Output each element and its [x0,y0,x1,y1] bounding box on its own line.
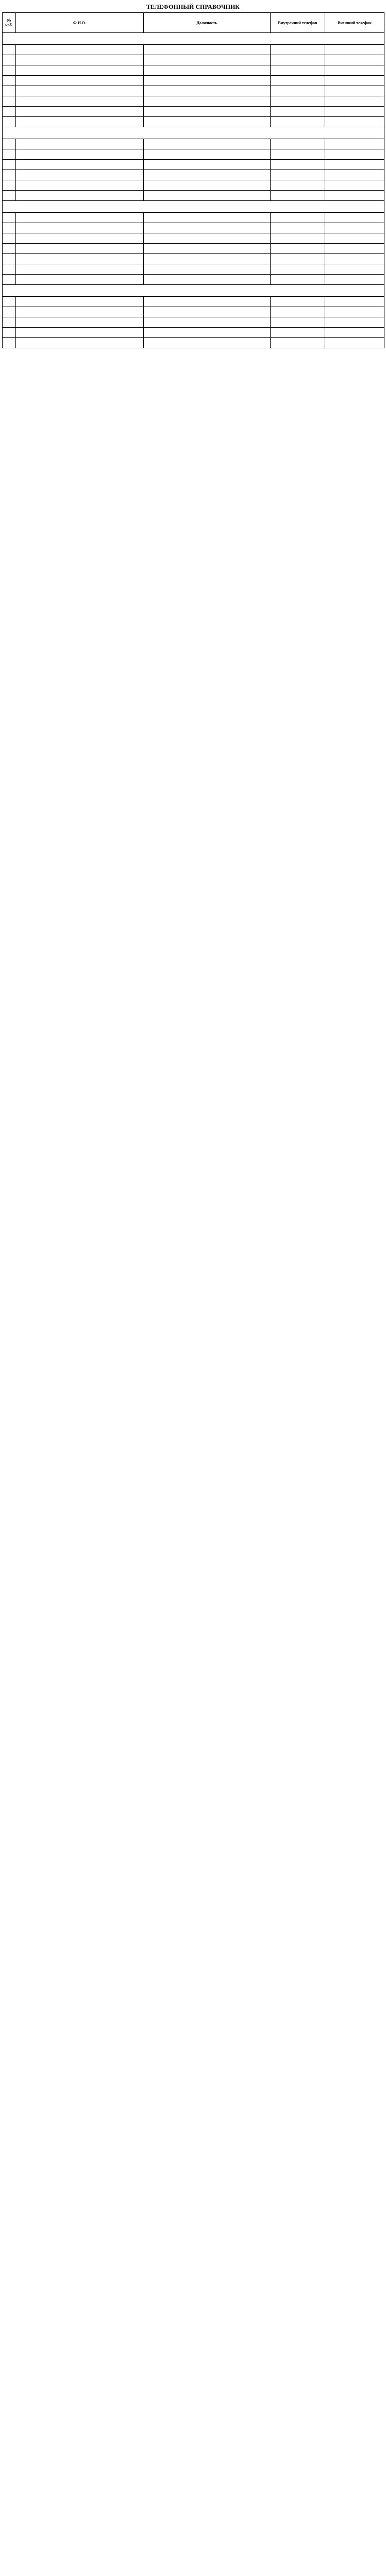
cell-int [271,139,325,149]
cell-int [271,213,325,223]
cell-name [16,139,144,149]
cell-pos [144,170,271,180]
table-row [3,254,384,264]
cell-num [3,213,16,223]
cell-num [3,86,16,96]
cell-num [3,160,16,170]
column-header-name: Ф.И.О. [16,13,144,33]
cell-ext [325,275,384,285]
table-row [3,180,384,191]
cell-int [271,45,325,55]
table-header-row [3,13,384,33]
section-header-row [3,33,384,45]
cell-ext [325,180,384,191]
table-row [3,45,384,55]
cell-pos [144,160,271,170]
cell-pos [144,307,271,317]
cell-ext [325,264,384,275]
table-row [3,338,384,348]
cell-pos [144,328,271,338]
cell-ext [325,328,384,338]
cell-int [271,149,325,160]
cell-num [3,244,16,254]
table-row [3,328,384,338]
cell-pos [144,149,271,160]
cell-pos [144,96,271,107]
cell-pos [144,233,271,244]
table-row [3,297,384,307]
cell-name [16,233,144,244]
cell-int [271,328,325,338]
table-row [3,86,384,96]
cell-num [3,338,16,348]
document-title: ТЕЛЕФОННЫЙ СПРАВОЧНИК [146,3,240,10]
cell-name [16,223,144,233]
cell-pos [144,213,271,223]
cell-num [3,275,16,285]
cell-num [3,233,16,244]
cell-pos [144,107,271,117]
table-row [3,213,384,223]
cell-name [16,65,144,76]
cell-int [271,244,325,254]
cell-num [3,139,16,149]
column-header-room: № каб. [3,13,16,33]
table-row [3,170,384,180]
cell-pos [144,223,271,233]
cell-ext [325,307,384,317]
cell-name [16,107,144,117]
table-body [3,33,384,348]
cell-name [16,180,144,191]
cell-ext [325,45,384,55]
cell-num [3,149,16,160]
cell-num [3,254,16,264]
cell-name [16,191,144,201]
column-header-internal-phone: Внутренний телефон [271,13,325,33]
cell-int [271,223,325,233]
cell-int [271,307,325,317]
cell-int [271,191,325,201]
cell-pos [144,244,271,254]
section-title [3,201,384,213]
table-row [3,139,384,149]
cell-int [271,180,325,191]
cell-ext [325,139,384,149]
cell-num [3,317,16,328]
column-header-external-phone: Внешний телефон [325,13,384,33]
cell-num [3,65,16,76]
table-row [3,76,384,86]
cell-pos [144,86,271,96]
table-row [3,307,384,317]
table-row [3,149,384,160]
table-row [3,223,384,233]
cell-num [3,223,16,233]
cell-ext [325,86,384,96]
cell-ext [325,191,384,201]
cell-ext [325,149,384,160]
cell-num [3,170,16,180]
cell-int [271,264,325,275]
cell-ext [325,76,384,86]
cell-pos [144,65,271,76]
cell-name [16,117,144,127]
cell-pos [144,180,271,191]
table-row [3,264,384,275]
table-row [3,160,384,170]
cell-num [3,96,16,107]
table-row [3,275,384,285]
cell-name [16,96,144,107]
cell-ext [325,55,384,65]
cell-int [271,65,325,76]
cell-name [16,86,144,96]
cell-ext [325,213,384,223]
cell-int [271,160,325,170]
cell-pos [144,76,271,86]
cell-int [271,254,325,264]
cell-num [3,117,16,127]
cell-ext [325,233,384,244]
cell-int [271,317,325,328]
table-row [3,191,384,201]
cell-num [3,45,16,55]
cell-num [3,191,16,201]
cell-name [16,76,144,86]
cell-num [3,297,16,307]
cell-pos [144,191,271,201]
table-row [3,233,384,244]
table-row [3,55,384,65]
directory-table [2,12,384,348]
cell-name [16,149,144,160]
section-title [3,127,384,139]
cell-int [271,117,325,127]
cell-pos [144,139,271,149]
cell-pos [144,317,271,328]
cell-num [3,307,16,317]
cell-ext [325,297,384,307]
cell-name [16,297,144,307]
table-row [3,65,384,76]
table-row [3,117,384,127]
cell-name [16,328,144,338]
cell-name [16,170,144,180]
cell-name [16,307,144,317]
cell-int [271,55,325,65]
cell-int [271,338,325,348]
cell-name [16,160,144,170]
cell-pos [144,55,271,65]
cell-pos [144,338,271,348]
cell-name [16,254,144,264]
cell-pos [144,297,271,307]
table-row [3,107,384,117]
cell-name [16,45,144,55]
cell-num [3,264,16,275]
section-header-row [3,285,384,297]
cell-ext [325,338,384,348]
cell-name [16,55,144,65]
cell-int [271,233,325,244]
cell-ext [325,160,384,170]
cell-pos [144,264,271,275]
cell-pos [144,45,271,55]
cell-ext [325,170,384,180]
cell-ext [325,223,384,233]
cell-int [271,96,325,107]
cell-int [271,170,325,180]
cell-int [271,107,325,117]
cell-pos [144,117,271,127]
cell-name [16,275,144,285]
section-header-row [3,201,384,213]
cell-ext [325,317,384,328]
cell-int [271,76,325,86]
section-title [3,285,384,297]
cell-name [16,213,144,223]
cell-pos [144,275,271,285]
section-title [3,33,384,45]
cell-ext [325,254,384,264]
cell-num [3,55,16,65]
cell-int [271,275,325,285]
cell-ext [325,96,384,107]
cell-ext [325,244,384,254]
column-header-position: Должность [144,13,271,33]
table-row [3,244,384,254]
cell-num [3,180,16,191]
cell-name [16,264,144,275]
cell-pos [144,254,271,264]
cell-num [3,76,16,86]
cell-ext [325,65,384,76]
cell-name [16,338,144,348]
section-header-row [3,127,384,139]
cell-ext [325,107,384,117]
cell-ext [325,117,384,127]
cell-num [3,328,16,338]
cell-name [16,244,144,254]
table-row [3,96,384,107]
cell-name [16,317,144,328]
cell-int [271,297,325,307]
table-row [3,317,384,328]
cell-num [3,107,16,117]
cell-int [271,86,325,96]
